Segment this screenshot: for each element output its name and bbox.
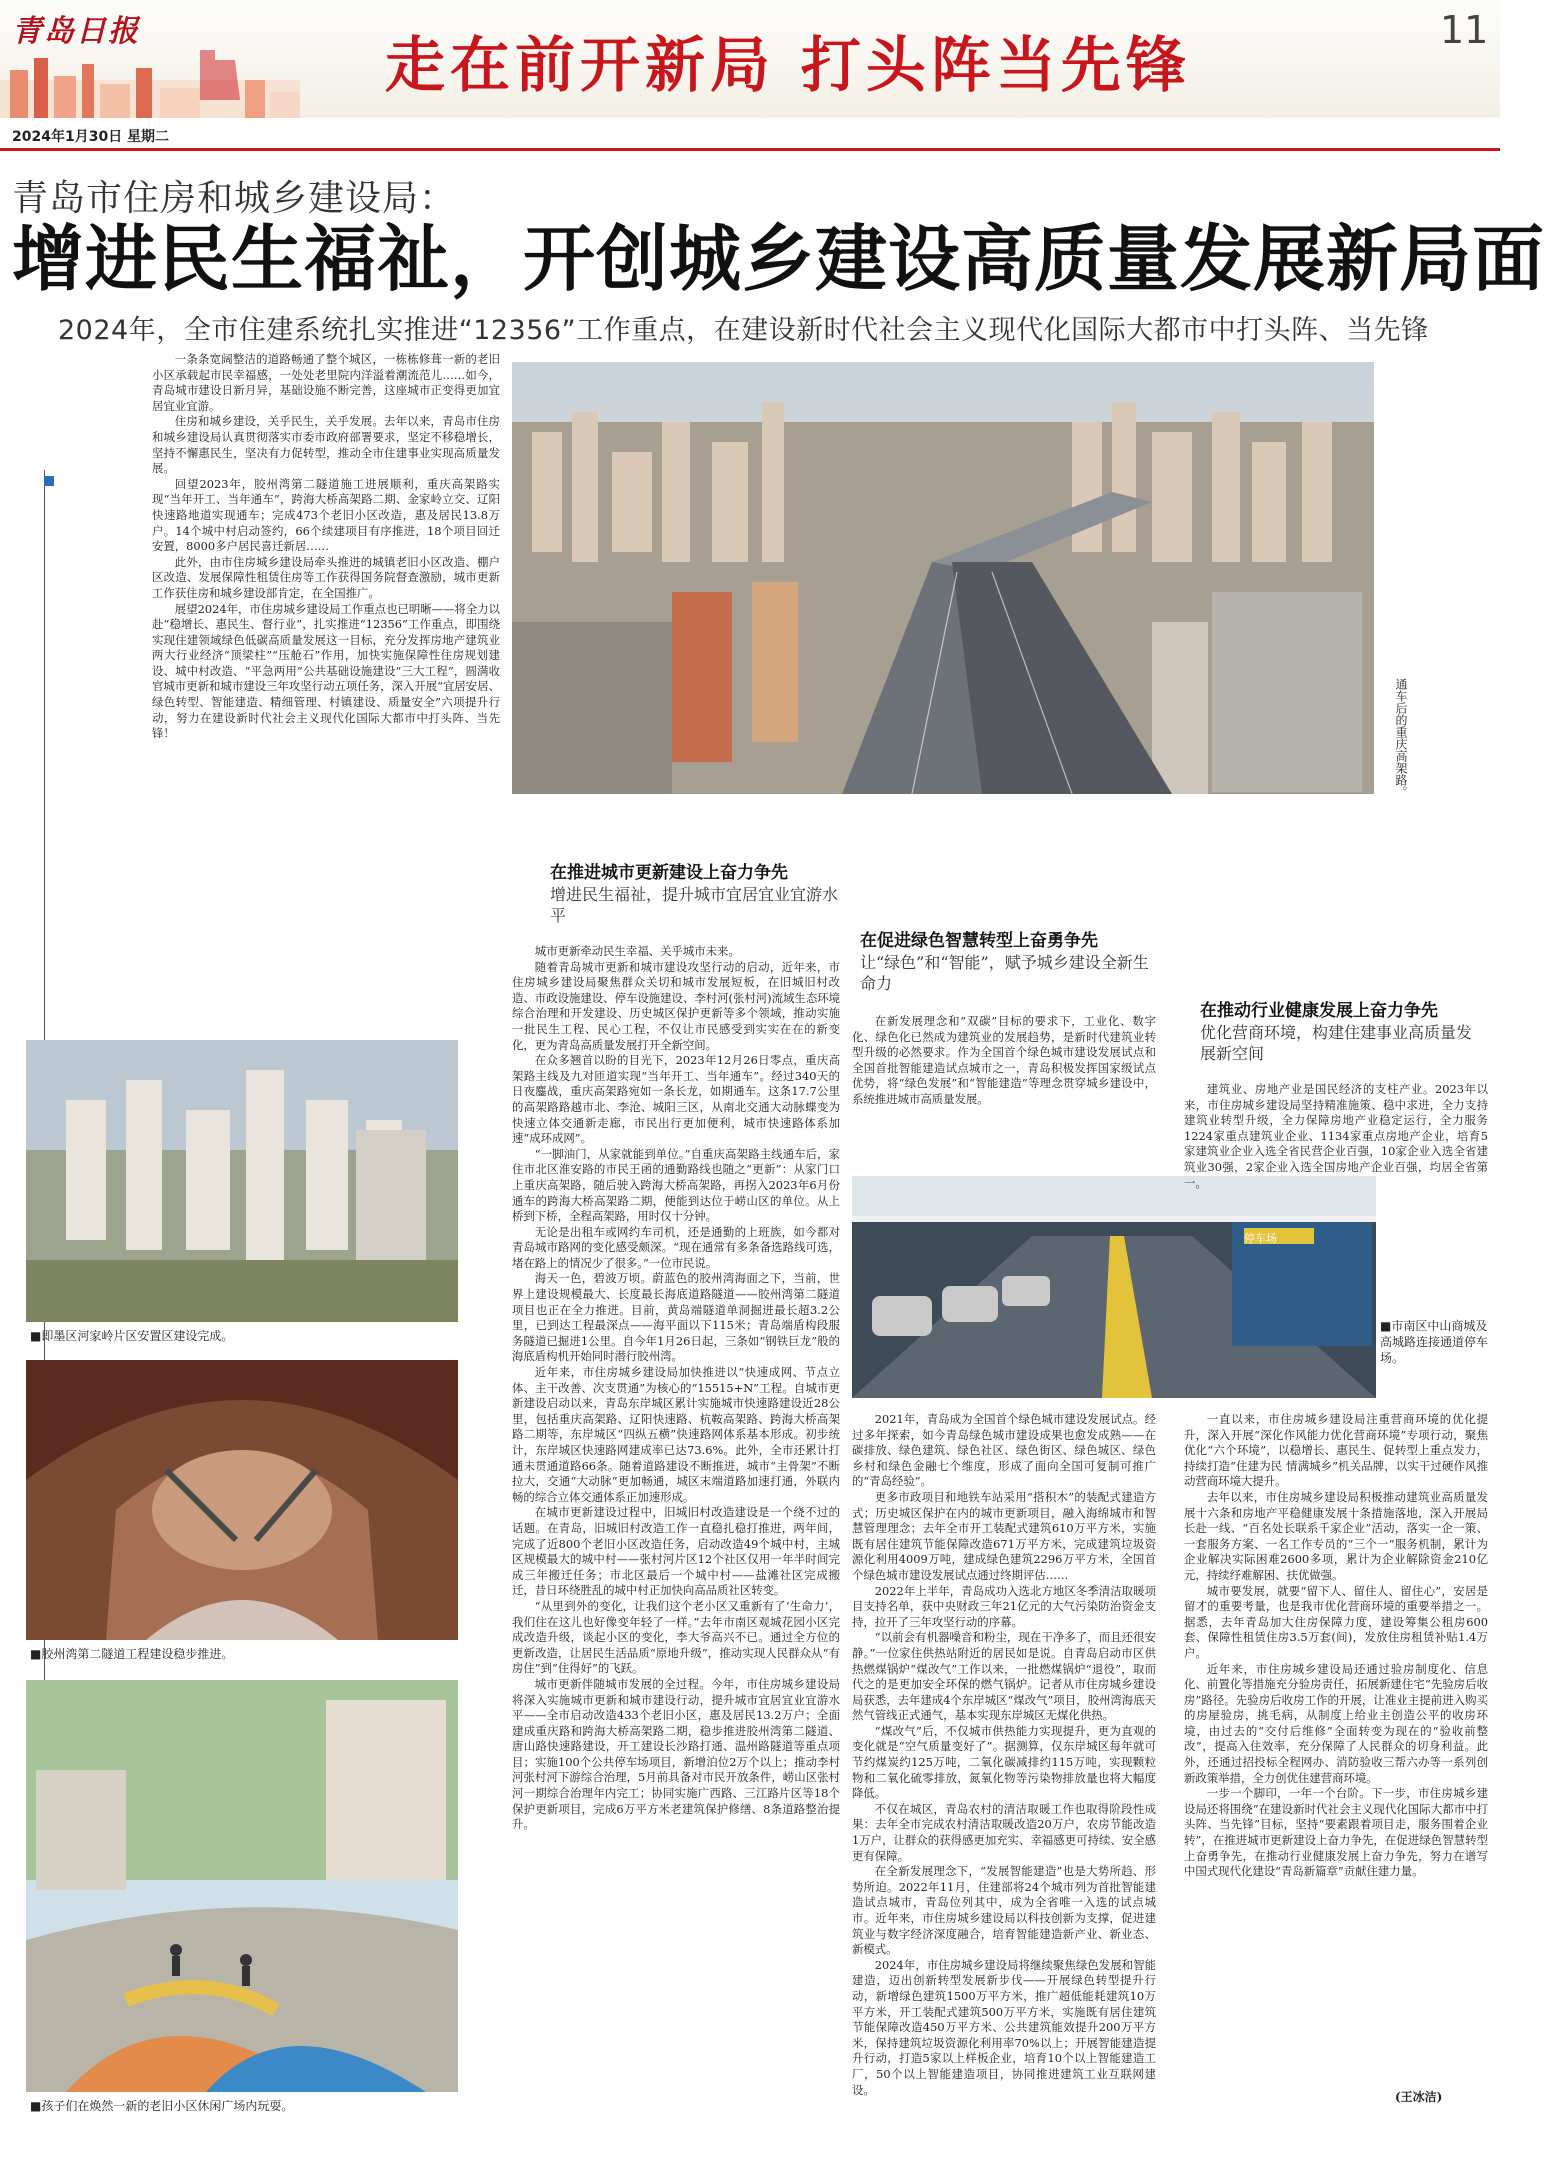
intro-paragraph: 展望2024年，市住房城乡建设局工作重点也已明晰——将全力以赴“稳增长、惠民生、督行业”，扎实推进“12356”工作重点，即围绕实现住建领域绿色低碳高质量发展这一目标，充分发挥房地产建筑业两大行业经济“顶梁柱”“压舱石”作用，加快实施保障性住房规划建设、城中村改造、“平急两用”公共基础设施建设“三大工程”，圆满收官城市更新和城市建设三年攻坚行动五项任务，深入开展“宜居安居、绿色转型、智能建造、精细管理、村镇建设、质量安全”六项提升行动，努力在建设新时代社会主义现代化国际大都市中打头阵、当先锋！: [152, 601, 500, 741]
section1-text: [512, 944, 840, 2124]
section1-paragraph: 城市更新伴随城市发展的全过程。今年，市住房城乡建设局将深入实施城市更新和城市建设行动，提升城市宜居宜业宜游水平——全市启动改造433个老旧小区，惠及居民13.2万户；全面建成重庆路和跨海大桥高架路二期，稳步推进胶州湾第二隧道、唐山路快速路建设，开工建设长沙路打通、温州路隧道等重点项目；实施100个公共停车场项目，新增泊位2万个以上；推动李村河张村河下游综合治理，5月前具备对市民开放条件，崂山区张村河一期综合治理年内完工；协同实施广西路、三江路片区等18个保护更新项目，完成6万平方米老建筑保护修缮、8条道路整治提升。: [512, 1676, 840, 1832]
parking-caption-text: 市南区中山商城及高城路连接通道停车场。: [1380, 1319, 1489, 1365]
newspaper-logo: 青岛日报: [12, 14, 140, 49]
section2-text-top: [852, 1014, 1156, 1174]
headline: 增进民生福祉，开创城乡建设高质量发展新局面: [12, 216, 1545, 301]
section1-paragraph: 近年来，市住房城乡建设局加快推进以“快速成网、节点立体、主干改善、次支贯通”为核心的“15515+N”工程。自城市更新建设启动以来，青岛东岸城区累计实施城市快速路建设近28公里，包括重庆高架路、辽阳快速路、杭鞍高架路、跨海大桥高架路二期等，东岸城区“四纵五横”快速路网体系基本形成。初步统计，东岸城区快速路网建成率已达73.6%。此外，全市还累计打通未贯通道路66条。随着道路建设不断推进，城市“主骨架”不断拉大，交通“大动脉”更加畅通，城区末端道路加速打通，外联内畅的综合立体交通体系正加速形成。: [512, 1365, 840, 1504]
headline-kicker: 青岛市住房和城乡建设局：: [12, 178, 457, 219]
section3-heading: 在推动行业健康发展上奋力争先: [1200, 1001, 1438, 1021]
section1-head: [550, 862, 840, 926]
section2-paragraph: 更多市政项目和地铁车站采用“搭积木”的装配式建造方式；历史城区保护在内的城市更新项目，融入海绵城市和智慧管理理念；去年全市开工装配式建筑610万平方米，实施既有居住建筑节能保障改造671万平方米，完成建筑垃圾资源化利用4009万吨，建成绿色建筑2296万平方米，全国首个绿色城市建设发展试点通过终期评估……: [852, 1489, 1156, 1582]
section1-paragraph: 在众多翘首以盼的目光下，2023年12月26日零点，重庆高架路主线及九对匝道实现“当年开工、当年通车”。经过340天的日夜鏖战，重庆高架路宛如一条长龙，如期通车。这条17.7公里的高架路路越市北、李沧、城阳三区，从南北交通大动脉蝶变为快速立体交通新走廊，市民出行更加便利，城市快速路体系加速“成环成网”。: [512, 1053, 840, 1146]
section1-subheading: 增进民生福祉，提升城市宜居宜业宜游水平: [550, 885, 839, 925]
header-rule: [0, 148, 1500, 151]
kids-photo: [26, 1680, 458, 2092]
section3-paragraph: 城市要发展，就要“留下人、留住人、留住心”，安居是留才的重要考量，也是我市优化营商环境的重要举措之一。据悉，去年青岛加大住房保障力度，建设筹集公租房600套、保障性租赁住房3.5万套(间)，发放住房租赁补贴1.4万户。: [1184, 1583, 1488, 1660]
expressway-photo: [512, 362, 1374, 794]
section2-paragraph: 不仅在城区，青岛农村的清洁取暖工作也取得阶段性成果：去年全市完成农村清洁取暖改造20万户，农房节能改造1万户，让群众的获得感更加充实、幸福感更可持续、安全感更有保障。: [852, 1801, 1156, 1863]
subheadline: 2024年，全市住建系统扎实推进“12356”工作重点，在建设新时代社会主义现代化国际大都市中打头阵、当先锋: [58, 315, 1429, 346]
section1-paragraph: 海天一色，碧波万顷。蔚蓝色的胶州湾海面之下，当前，世界上建设规模最大、长度最长海底道路隧道——胶州湾第二隧道项目也正在全力推进。目前，黄岛端隧道单洞掘进最长超3.2公里，已到达工程最深点——海平面以下115米；青岛端盾构段服务隧道已掘进1公里。自今年1月26日起，三条如“钢铁巨龙”般的海底盾构机开始同时潜行胶州湾。: [512, 1271, 840, 1364]
tunnel-photo: [26, 1360, 458, 1640]
section2-head: [860, 930, 1160, 994]
section2-paragraph: “以前会有机器噪音和粉尘，现在干净多了，而且还很安静。”一位家住供热站附近的居民如是说。自青岛启动市区供热燃煤锅炉“煤改气”工作以来，一批燃煤锅炉“退役”，取而代之的是更加安全环保的燃气锅炉。记者从市住房城乡建设局获悉，去年建成4个东岸城区“煤改气”项目，胶州湾海底天然气管线正式通气，基本实现东岸城区无煤化供热。: [852, 1630, 1156, 1723]
section3-text-top: [1184, 1082, 1488, 1190]
section1-paragraph: “从里到外的变化，让我们这个老小区又重新有了‘生命力’，我们住在这儿也好像变年轻了一样。”去年市南区观城花园小区完成改造升级，谈起小区的变化，李大爷高兴不已。通过全方位的更新改造，让居民生活品质“原地升级”，推动实现人民群众从“有房住”到“住得好”的飞跃。: [512, 1598, 840, 1676]
section3-subheading: 优化营商环境，构建住建事业高质量发展新空间: [1200, 1023, 1473, 1063]
section3-paragraph: 一直以来，市住房城乡建设局注重营商环境的优化提升，深入开展“深化作风能力优化营商环境”专项行动，聚焦优化“六个环境”，以稳增长、惠民生、促转型上重点发力，持续打造“住建为民 情满城乡”机关品牌，以实干过硬作风推动营商环境大提升。: [1184, 1412, 1488, 1489]
masthead: [0, 0, 1500, 118]
intro-text: [152, 352, 500, 1022]
section3-text: [1184, 1412, 1488, 2084]
skyline-illustration: [0, 40, 300, 118]
resettlement-photo: [26, 1040, 458, 1322]
section2-heading: 在促进绿色智慧转型上奋勇争先: [860, 931, 1098, 951]
section2-paragraph: 2022年上半年，青岛成功入选北方地区冬季清洁取暖项目支持名单，获中央财政三年21亿元的大气污染防治资金支持，拉开了三年攻坚行动的序幕。: [852, 1583, 1156, 1629]
section3-paragraph: 近年来，市住房城乡建设局还通过验房制度化、信息化、前置化等措施充分验房责任，拓展新建住宅“先验房后收房”路径。先验房后收房工作的开展，让准业主提前进入购买的房屋验房，挑毛病，从制度上给业主创造公平的收房环境，由过去的“交付后维修”全面转变为现在的“验收前整改”，提高入住效率，充分保障了人民群众的切身利益。此外，还通过招投标全程网办、消防验收三帮六办等一系列创新政策举措，全力创优住建营商环境。: [1184, 1661, 1488, 1785]
section2-paragraph: 在全新发展理念下，“发展智能建造”也是大势所趋、形势所迫。2022年11月，住建部将24个城市列为首批智能建造试点城市，青岛位列其中，成为全省唯一入选的试点城市。近年来，市住房城乡建设局以科技创新为支撑，促进建筑业与数字经济深度融合，培育智能建造新产业、新业态、新模式。: [852, 1864, 1156, 1957]
kids-caption: ■孩子们在焕然一新的老旧小区休闲广场内玩耍。: [30, 2099, 294, 2113]
section2-subheading: 让“绿色”和“智能”，赋予城乡建设全新生命力: [860, 953, 1149, 993]
section2-paragraph: 2021年，青岛成为全国首个绿色城市建设发展试点。经过多年探索，如今青岛绿色城市建设成果也愈发成熟——在碳排放、绿色建筑、绿色社区、绿色街区、绿色城区、绿色乡村和绿色金融七个维度，形成了面向全国可复制可推广的“青岛经验”。: [852, 1412, 1156, 1489]
section2-paragraph: 在新发展理念和“双碳”目标的要求下，工业化、数字化、绿色化已然成为建筑业的发展趋势，是新时代建筑业转型升级的必然要求。作为全国首个绿色城市建设发展试点和全国首批智能建造试点城市之一，青岛积极发挥国家级试点优势，将“绿色发展”和“智能建造”等理念贯穿城乡建设中，系统推进城市高质量发展。: [852, 1014, 1156, 1106]
page-slogan: 走在前开新局 打头阵当先锋: [385, 31, 1191, 101]
section1-paragraph: 无论是出租车或网约车司机，还是通勤的上班族，如今都对青岛城市路网的变化感受颇深。“现在通常有多条备选路线可选，堵在路上的情况少了很多。”一位市民说。: [512, 1224, 840, 1270]
intro-paragraph: 一条条宽阔整洁的道路畅通了整个城区，一栋栋修葺一新的老旧小区承载起市民幸福感，一处处老里院内洋溢着潮流范儿……如今，青岛城市建设日新月异，基础设施不断完善，这座城市正变得更加宜居宜业宜游。: [152, 352, 500, 413]
intro-paragraph: 住房和城乡建设，关乎民生，关乎发展。去年以来，青岛市住房和城乡建设局认真贯彻落实市委市政府部署要求，坚定不移稳增长，坚持不懈惠民生，坚决有力促转型，推动全市住建事业实现高质量发展。: [152, 414, 500, 476]
section3-paragraph: 一步一个脚印，一年一个台阶。下一步，市住房城乡建设局还将围绕“在建设新时代社会主义现代化国际大都市中打头阵、当先锋”目标，坚持“要素跟着项目走，服务围着企业转”，在推进城市更新建设上奋力争先，在促进绿色智慧转型上奋勇争先，在推动行业健康发展上奋力争先，努力在谱写中国式现代化建设“青岛新篇章”贡献住建力量。: [1184, 1786, 1488, 1879]
section1-paragraph: 随着青岛城市更新和城市建设攻坚行动的启动，近年来，市住房城乡建设局聚焦群众关切和城市发展短板，在旧城旧村改造、市政设施建设、停车设施建设、李村河(张村河)流域生态环境综合治理和开发建设、历史城区保护更新等多个领域，推动实施一批民生工程、民心工程，不仅让市民感受到实实在在的新变化，更为青岛高质量发展打开全新空间。: [512, 959, 840, 1052]
section3-paragraph: 建筑业、房地产业是国民经济的支柱产业。2023年以来，市住房城乡建设局坚持精准施策、稳中求进，全力支持建筑业转型升级，全力保障房地产业稳定运行，全力服务1224家重点建筑业企业、1134家重点房地产企业，培育5家建筑业企业入选全省民营企业百强，10家企业入选全省建筑业30强，2家企业入选全国房地产企业百强，均居全省第一。: [1184, 1082, 1488, 1190]
intro-paragraph: 回望2023年，胶州湾第二隧道施工进展顺利，重庆高架路实现“当年开工、当年通车”，跨海大桥高架路二期、金家岭立交、辽阳快速路地道实现通车；完成473个老旧小区改造，惠及居民13.8万户。14个城中村启动签约，66个续建项目有序推进，18个项目回迁安置，8000多户居民喜迁新居……: [152, 476, 500, 554]
parking-photo: [852, 1176, 1376, 1398]
parking-caption: ■市南区中山商城及高城路连接通道停车场。: [1380, 1319, 1489, 1365]
resettlement-caption: ■即墨区河家岭片区安置区建设完成。: [30, 1329, 234, 1343]
section2-paragraph: “煤改气”后，不仅城市供热能力实现提升，更为直观的变化就是“空气质量变好了”。据测算，仅东岸城区每年就可节约煤炭约125万吨，二氧化碳减排约115万吨，实现颗粒物和二氧化硫零排放，氮氧化物等污染物排放量也将大幅度降低。: [852, 1723, 1156, 1801]
section2-paragraph: 2024年，市住房城乡建设局将继续聚焦绿色发展和智能建造，迈出创新转型发展新步伐——开展绿色转型提升行动，新增绿色建筑1500万平方米，推广超低能耗建筑10万平方米，开工装配式建筑500万平方米，实施既有居住建筑节能保障改造450万平方米、公共建筑能效提升200万平方米，保持建筑垃圾资源化利用率70%以上；开展智能建造提升行动，打造5家以上样板企业，培育10个以上智能建造工厂，50个以上智能建造项目，协同推进建筑工业互联网建设。: [852, 1957, 1156, 2097]
tunnel-caption: ■胶州湾第二隧道工程建设稳步推进。: [30, 1647, 234, 1661]
section3-paragraph: 去年以来，市住房城乡建设局积极推动建筑业高质量发展十六条和房地产平稳健康发展十条措施落地，深入开展局长赴一线、“百名处长联系千家企业”活动，落实一企一策、一套服务方案、一名工作专员的“三个一”服务机制，累计为企业解决实际困难2600多项，累计为企业解除资金210亿元，持续纾难解困、扶优做强。: [1184, 1489, 1488, 1582]
section1-paragraph: 城市更新牵动民生幸福、关乎城市未来。: [534, 944, 740, 958]
resettlement-caption-text: 即墨区河家岭片区安置区建设完成。: [41, 1329, 234, 1343]
tunnel-caption-text: 胶州湾第二隧道工程建设稳步推进。: [41, 1647, 234, 1661]
section3-head: [1200, 1000, 1482, 1064]
intro-paragraph: 此外，由市住房城乡建设局牵头推进的城镇老旧小区改造、棚户区改造、发展保障性租赁住房等工作获得国务院督查激励，城市更新工作获住房和城乡建设部肯定，在全国推广。: [152, 554, 500, 600]
kids-caption-text: 孩子们在焕然一新的老旧小区休闲广场内玩耍。: [41, 2099, 294, 2113]
expressway-caption: 通车后的重庆高架路。: [1394, 678, 1408, 798]
author-byline: (王冰洁): [1395, 2090, 1443, 2104]
section-marker-icon: [44, 476, 54, 486]
parking-sign-text: 停车场: [1244, 1232, 1277, 1245]
section1-paragraph: 在城市更新建设过程中，旧城旧村改造建设是一个绕不过的话题。在青岛，旧城旧村改造工作一直稳扎稳打推进，两年间，完成了近800个老旧小区改造任务，启动改造49个城中村，主城区规模最大的城中村——张村河片区12个社区仅用一年半时间完成三年搬迁任务；市北区最后一个城中村——盐滩社区完成搬迁，昔日环绕胜乱的城中村正加快向高品质社区转变。: [512, 1505, 840, 1598]
section2-text: [852, 1412, 1156, 2112]
section1-paragraph: “一脚油门，从家就能到单位。”自重庆高架路主线通车后，家住市北区淮安路的市民王函的通勤路线也随之“更新”：从家门口上重庆高架路，随后驶入跨海大桥高架路，再拐入2023年6月份通车的跨海大桥高架路二期，便能到达位于崂山区的单位。从上桥到下桥，全程高架路，用时仅十分钟。: [512, 1146, 840, 1224]
dateline: 2024年1月30日 星期二: [12, 129, 170, 145]
page-number: 11: [1440, 8, 1489, 52]
section1-heading: 在推进城市更新建设上奋力争先: [550, 863, 788, 883]
